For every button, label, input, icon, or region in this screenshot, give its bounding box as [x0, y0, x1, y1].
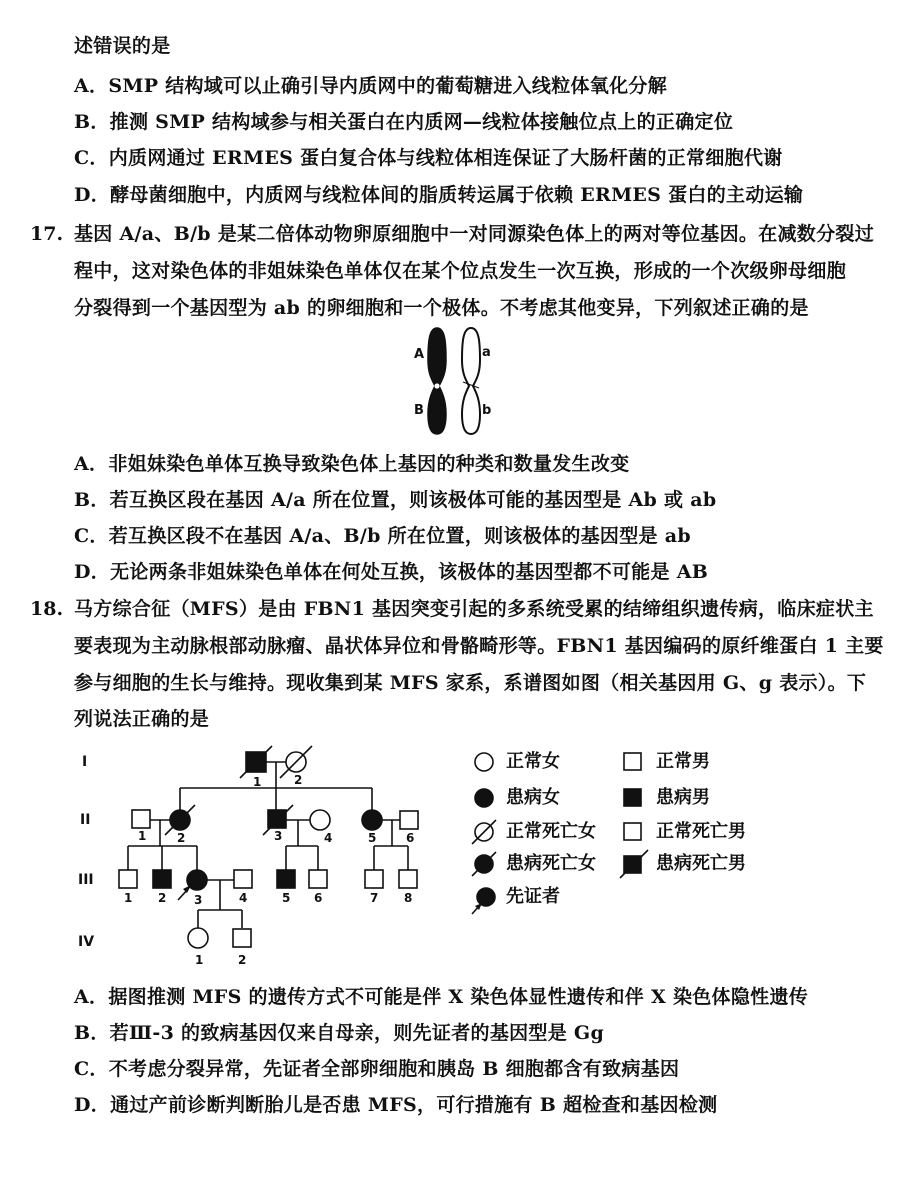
III-6-normal-male — [309, 870, 327, 888]
q16-stem-tail: 述错误的是 — [74, 35, 171, 57]
q17-option-b: B．若互换区段在基因 A/a 所在位置，则该极体可能的基因型是 Ab 或 ab — [74, 489, 717, 511]
q17-stem-line-3: 分裂得到一个基因型为 ab 的卵细胞和一个极体。不考虑其他变异，下列叙述正确的是 — [74, 297, 809, 319]
II-1-normal-male — [132, 810, 150, 828]
gene-label-B: B — [414, 403, 424, 418]
centromere-dot — [434, 383, 439, 388]
II-4-number: 4 — [324, 831, 333, 845]
legend-normal-deceased-male-symbol — [624, 823, 641, 840]
gene-label-a: a — [482, 345, 491, 360]
generation-III-label: III — [78, 872, 94, 888]
IV-1-normal-female — [188, 928, 208, 948]
q18-stem-line-2: 要表现为主动脉根部动脉瘤、晶状体异位和骨骼畸形等。FBN1 基因编码的原纤维蛋白 1 主要 — [74, 635, 884, 657]
III-8-number: 8 — [404, 891, 413, 905]
legend-normal-female-symbol — [475, 753, 493, 771]
q17-option-a: A．非姐妹染色单体互换导致染色体上基因的种类和数量发生改变 — [74, 453, 630, 475]
homologous-chromosome-figure — [405, 322, 505, 438]
II-5-number: 5 — [368, 831, 377, 845]
III-1-normal-male — [119, 870, 137, 888]
legend-affected-female-symbol — [475, 789, 493, 807]
II-3-number: 3 — [274, 829, 283, 843]
chromosome-light — [462, 328, 480, 434]
generation-IV-label: IV — [78, 934, 95, 950]
legend-proband-symbol — [477, 888, 495, 906]
legend-symbols-right — [618, 748, 658, 888]
q18-option-d: D．通过产前诊断判断胎儿是否患 MFS，可行措施有 B 超检查和基因检测 — [74, 1094, 718, 1116]
legend-affected-female-label: 患病女 — [506, 787, 560, 808]
III-6-number: 6 — [314, 891, 323, 905]
III-8-normal-male — [399, 870, 417, 888]
generation-II-label: II — [80, 812, 91, 828]
I-2-number: 2 — [294, 773, 303, 787]
II-6-normal-male — [400, 811, 418, 829]
III-5-affected-male — [277, 870, 295, 888]
q18-stem-line-3: 参与细胞的生长与维持。现收集到某 MFS 家系，系谱图如图（相关基因用 G、g 表示）。下 — [74, 672, 867, 694]
q16-option-a: A．SMP 结构域可以止确引导内质网中的葡萄糖进入线粒体氧化分解 — [74, 75, 667, 97]
gene-label-A: A — [414, 347, 425, 362]
q18-stem-line-4: 列说法正确的是 — [74, 708, 210, 730]
chromosome-dark — [428, 328, 446, 434]
legend-normal-male-symbol — [624, 753, 641, 770]
II-5-affected-female — [362, 810, 382, 830]
III-4-number: 4 — [239, 891, 248, 905]
III-5-number: 5 — [282, 891, 291, 905]
III-4-normal-male — [234, 870, 252, 888]
q16-option-b: B．推测 SMP 结构域参与相关蛋白在内质网—线粒体接触位点上的正确定位 — [74, 111, 734, 133]
legend-normal-deceased-female-label: 正常死亡女 — [506, 821, 596, 842]
legend-affected-deceased-female-label: 患病死亡女 — [506, 853, 596, 874]
q17-option-c: C．若互换区段不在基因 A/a、B/b 所在位置，则该极体的基因型是 ab — [74, 525, 691, 547]
q17-stem-line-1: 基因 A/a、B/b 是某二倍体动物卵原细胞中一对同源染色体上的两对等位基因。在减数分裂过 — [74, 223, 875, 245]
III-7-normal-male — [365, 870, 383, 888]
IV-1-number: 1 — [195, 953, 204, 967]
legend-affected-male-symbol — [624, 789, 641, 806]
II-6-number: 6 — [406, 831, 415, 845]
legend-affected-deceased-male-label: 患病死亡男 — [656, 853, 746, 874]
legend-normal-male-label: 正常男 — [656, 751, 710, 772]
q17-stem-line-2: 程中，这对染色体的非姐妹染色单体仅在某个位点发生一次互换，形成的一个次级卵母细胞 — [74, 260, 847, 282]
III-1-number: 1 — [124, 891, 133, 905]
q17-number: 17. — [30, 223, 64, 245]
III-3-number: 3 — [194, 893, 203, 907]
legend-affected-male-label: 患病男 — [656, 787, 710, 808]
q18-stem-line-1: 马方综合征（MFS）是由 FBN1 基因突变引起的多系统受累的结缔组织遗传病，临床症状主 — [74, 598, 874, 620]
q18-option-b: B．若Ⅲ-3 的致病基因仅来自母亲，则先证者的基因型是 Gg — [74, 1022, 605, 1044]
q17-option-d: D．无论两条非姐妹染色单体在何处互换，该极体的基因型都不可能是 AB — [74, 561, 709, 583]
q18-number: 18. — [30, 598, 64, 620]
generation-I-label: I — [82, 754, 88, 770]
legend-normal-deceased-male-label: 正常死亡男 — [656, 821, 746, 842]
q16-option-c: C．内质网通过 ERMES 蛋白复合体与线粒体相连保证了大肠杆菌的正常细胞代谢 — [74, 147, 783, 169]
gene-label-b: b — [482, 403, 492, 418]
IV-2-number: 2 — [238, 953, 247, 967]
pedigree-chart — [70, 742, 450, 974]
III-2-affected-male — [153, 870, 171, 888]
legend-proband-label: 先证者 — [506, 886, 560, 907]
III-7-number: 7 — [370, 891, 379, 905]
II-2-number: 2 — [177, 831, 186, 845]
II-1-number: 1 — [138, 829, 147, 843]
IV-2-normal-male — [233, 929, 251, 947]
II-3-affected-deceased-male — [268, 810, 286, 828]
q18-option-c: C．不考虑分裂异常，先证者全部卵细胞和胰岛 B 细胞都含有致病基因 — [74, 1058, 680, 1080]
III-2-number: 2 — [158, 891, 167, 905]
q18-option-a: A．据图推测 MFS 的遗传方式不可能是伴 X 染色体显性遗传和伴 X 染色体隐性遗传 — [74, 986, 809, 1008]
I-1-number: 1 — [253, 775, 262, 789]
legend-normal-female-label: 正常女 — [506, 751, 560, 772]
II-4-normal-female — [310, 810, 330, 830]
q16-option-d: D．酵母菌细胞中，内质网与线粒体间的脂质转运属于依赖 ERMES 蛋白的主动运输 — [74, 184, 804, 206]
